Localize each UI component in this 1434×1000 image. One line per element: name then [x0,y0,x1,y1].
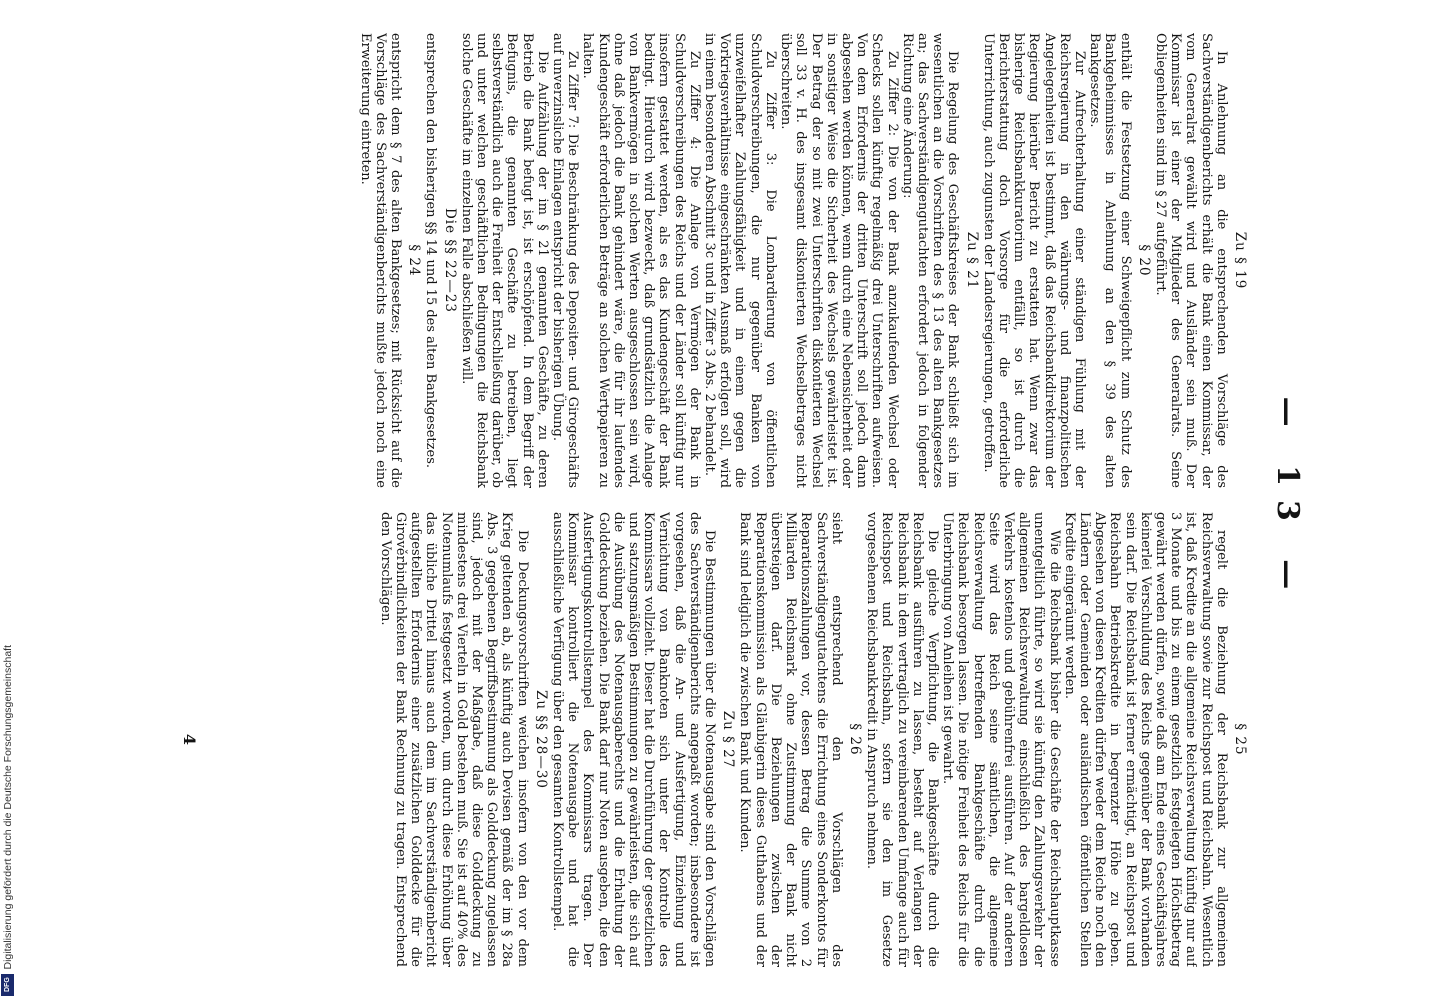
paragraph: enthält die Festsetzung einer Schweigepflicht zum Schutz des Bankgeheimnisses in Anlehnung an den § 39 des alten Bankgesetzes. [1087,33,1133,488]
signature-mark: 4 [180,733,199,746]
paragraph: regelt die Beziehung der Reichsbank zur allgemeinen Reichsverwaltung sowie zur Reichspost und Reichsbahn. Wesentlich ist, daß Kredite an die allgemeine Reichsverwaltung künftig nur auf 3 Monate und bis zu einem gesetzlich festgelegten Höchstbetrag gewährt werden dürfen, sowie daß am Ende eines Geschäftsjahres keinerlei Verschuldung des Reichs gegenüber der Bank vorhanden sein darf. Die Reichsbank ist ferner ermächtigt, an Reichspost und Reichsbahn Betriebskredite in begrenzter Höhe zu geben. Abgesehen von diesen Krediten dürfen weder dem Reiche noch den Ländern oder Gemeinden oder ausländischen öffentlichen Stellen Kredite eingeräumt werden. [1061,512,1229,967]
right-column [144,512,1249,967]
paragraph: Die Bestimmungen über die Notenausgabe sind den Vorschlägen des Sachverständigenberichts angepaßt worden; insbesondere ist vorgesehen, daß die An- und Ausfertigung, Einziehung und Vernichtung von Banknoten sich unter der Kontrolle des Kommissars vollzieht. Dieser hat die Durchführung der gesetzlichen und satzungsmäßigen Bestimmungen zu gewährleisten, die sich auf die Ausübung des Notenausgaberechts und die Erhaltung der Golddeckung beziehen. Die Bank darf nur Noten ausgeben, die den Ausfertigungskontrollstempel des Kommissars tragen. Der Kommissar kontrolliert die Notenausgabe und hat die ausschließliche Verfügung über den gesamten Kontrollstempel. [550,512,718,967]
section-heading: Die §§ 22—23 [441,207,458,314]
paragraph: Zu Ziffer 2: Die von der Bank anzukaufenden Wechsel oder Schecks sollen künftig regelmäßig drei Unterschriften aufweisen. Von dem Erfordernis der dritten Unterschrift soll jedoch dann abgesehen werden können, wenn durch eine Nebensicherheit oder in sonstiger Weise die Sicherheit des Wechsels gewährleistet ist. Der Betrag der so mit zwei Unterschriften diskontierten Wechsel soll 33 v. H. des insgesamt diskontierten Wechselbetrages nicht überschreiten. [778,33,900,488]
dfg-logo-icon: DFG [1,974,14,996]
paragraph: Zu Ziffer 4: Die Anlage von Vermögen der Bank in Schuldverschreibungen des Reichs und der Länder soll künftig nur insofern gestattet werden, als es das Kundengeschäft der Bank bedingt. Hierdurch wird bezweckt, daß grundsätzlich die Anlage von Bankvermögen in solchen Werten ausgeschlossen sein wird, ohne daß jedoch die Bank gehindert wäre, die für ihr laufendes Kundengeschäft erforderlichen Beträge an solchen Wertpapieren zu halten. [580,33,702,488]
digitization-sidebar [0,0,16,1000]
section-heading: Zu § 27 [720,710,737,769]
section-heading: Zu § 19 [1232,231,1248,290]
funding-note: Digitalisierung gefördert durch die Deutsche Forschungsgemeinschaft [2,645,14,970]
paragraph: Die Regelung des Geschäftskreises der Bank schließt sich im wesentlichen an die Vorschriften des § 13 des alten Bankgesetzes an; das Sachverständigengutachten erfordert jedoch in folgender Richtung eine Änderung: [899,33,961,488]
paragraph: Die Aufzählung der im § 21 genannten Geschäfte, zu deren Betrieb die Bank befugt ist, ist erschöpfend. In dem Begriff der Befugnis, die genannten Geschäfte zu betreiben, liegt selbstverständlich auch die Freiheit der Entschließung darüber, ob und unter welchen geschäftlichen Bedingungen die Reichsbank solche Geschäfte im einzelnen Falle abschließen will. [458,33,550,488]
section-heading: § 26 [846,723,863,756]
paragraph: Zur Aufrechterhaltung einer ständigen Fühlung mit der Reichsregierung in den währungs- und finanzpolitischen Angelegenheiten ist bestimmt, daß das Reichsbankdirektorium der Regierung hierüber Bericht zu erstatten hat. Wenn zwar das bisherige Reichsbankkuratorium entfällt, so ist durch die Berichterstattung doch Vorsorge für die erforderliche Unterrichtung, auch zugunsten der Landesregierungen, getroffen. [980,33,1087,488]
paragraph: Zu Ziffer 7: Die Beschränkung des Depositen- und Girogeschäfts auf unverzinsliche Einlagen entspricht der bisherigen Übung. [550,33,581,488]
paragraph: Wie die Reichsbank bisher die Geschäfte der Reichshauptkasse unentgeltlich führte, so wird sie künftig den Zahlungsverkehr der allgemeinen Reichsverwaltung einschließlich des bargeldlosen Verkehrs kostenlos und gebührenfrei ausführen. Auf der anderen Seite wird das Reich seine sämtlichen, die allgemeine Reichsverwaltung betreffenden Bankgeschäfte durch die Reichsbank besorgen lassen. Die nötige Freiheit des Reichs für die Unterbringung von Anleihen ist gewahrt. [940,512,1062,967]
paragraph: Die Deckungsvorschriften weichen insofern von den vor dem Krieg geltenden ab, als künftig auch Devisen gemäß der im § 28a Abs. 3 gegebenen Begriffsbestimmung als Golddeckung zugelassen sind, jedoch mit der Maßgabe, daß diese Golddeckung zu mindestens drei Vierteln in Gold bestehen muß. Sie ist auf 40% des Notenumlaufs festgesetzt worden, um durch diese Erhöhung über das übliche Drittel hinaus auch dem im Sachverständigenbericht aufgestellten Erfordernis einer zusätzlichen Golddecke für die Girověrbindlichkeiten der Bank Rechnung zu tragen. Entsprechend den Vorschlägen. [377,512,530,967]
section-heading: § 25 [1232,723,1248,756]
paragraph: Zu Ziffer 3: Die Lombardierung von öffentlichen Schuldverschreibungen, die nur gegenüber Banken von unzweifelhafter Zahlungsfähigkeit und in einem gegen die Vorkriegsverhältnisse eingeschränkten Ausmaß erfolgen soll, wird in einem besonderen Abschnitt 3c und in Ziffer 3 Abs. 2 behandelt. [702,33,778,488]
paragraph: In Anlehnung an die entsprechenden Vorschläge des Sachverständigenberichts erhält die Bank einen Kommissar, der vom Generalrat gewählt wird und Ausländer sein muß. Der Kommissar ist einer der Mitglieder des Generalrats. Seine Obliegenheiten sind im § 27 aufgeführt. [1152,33,1229,488]
paragraph: entspricht dem § 7 des alten Bankgesetzes; mit Rücksicht auf die Vorschläge des Sachverständigenberichts mußte jedoch noch eine Erweiterung eintreten. [357,33,404,488]
paragraph: sieht entsprechend den Vorschlägen des Sachverständigengutachtens die Errichtung eines Sonderkontos für Reparationszahlungen vor, dessen Betrag die Summe von 2 Milliarden Reichsmark ohne Zustimmung der Bank nicht übersteigen darf. Die Beziehungen zwischen der Reparationskommission als Gläubigerin dieses Guthabens und der Bank sind lediglich die zwischen Bank und Kunden. [737,512,844,967]
page-number: — 13 — [1270,396,1305,604]
paragraph: Die gleiche Verpflichtung, die Bankgeschäfte durch die Reichsbank ausführen zu lassen, besteht auf Verlangen der Reichsbank in dem vertraglich zu vereinbarenden Umfange auch für Reichspost und Reichsbahn, sofern sie den im Gesetze vorgesehenen Reichsbankkredit in Anspruch nehmen. [864,512,940,967]
left-column [144,33,1249,488]
section-heading: Zu §§ 28—30 [532,689,549,789]
section-heading: § 24 [406,244,423,277]
section-heading: § 20 [1135,244,1152,277]
section-heading: Zu § 21 [963,231,980,290]
rotated-page [127,25,1307,975]
paragraph: entsprechen den bisherigen §§ 14 und 15 des alten Bankgesetzes. [423,33,439,469]
